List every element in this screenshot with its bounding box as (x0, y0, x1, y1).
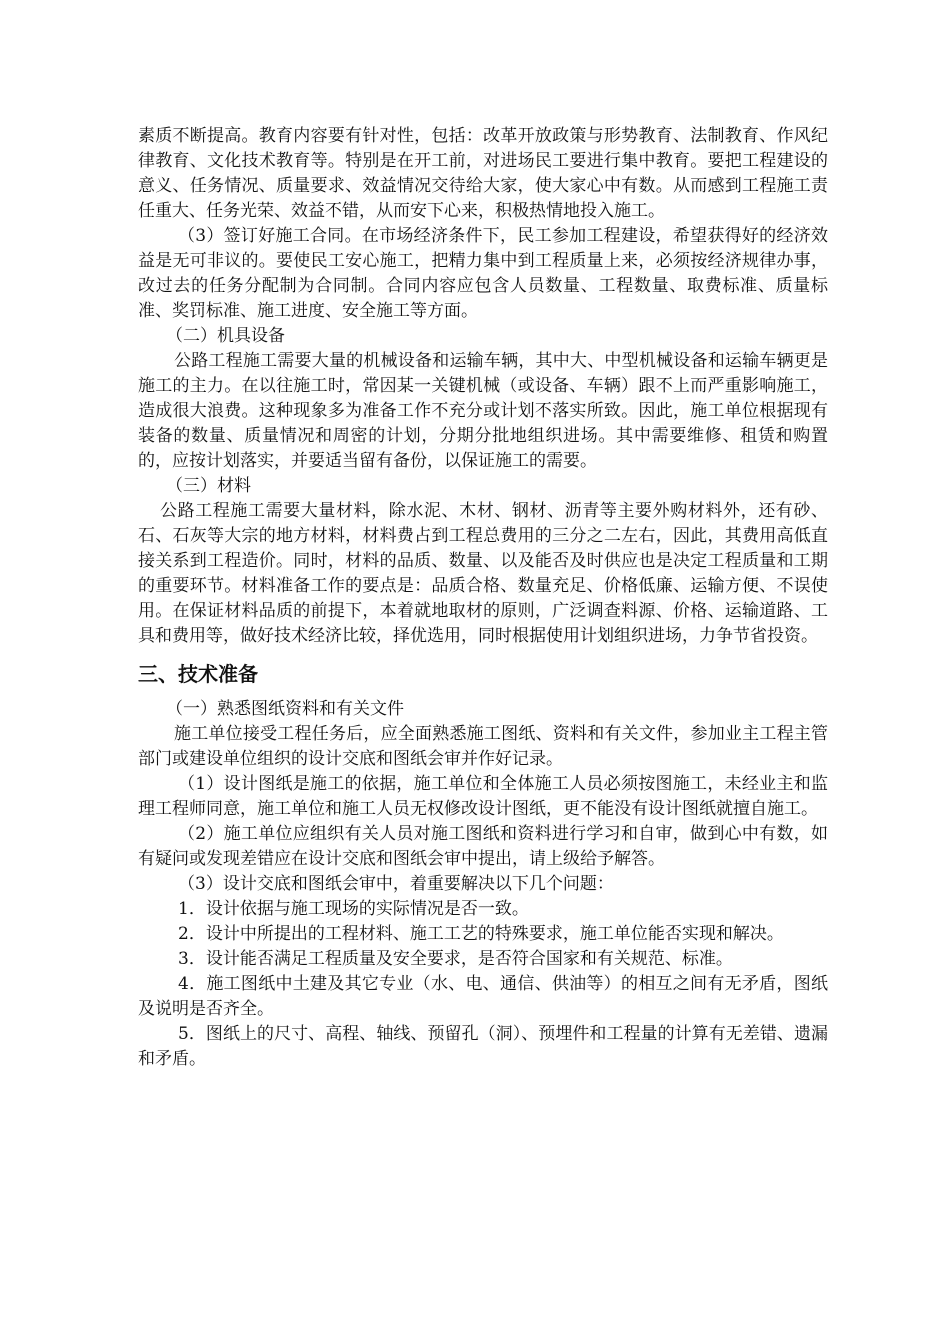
paragraph-education: 素质不断提高。教育内容要有针对性，包括：改革开放政策与形势教育、法制教育、作风纪律教育、文化技术教育等。特别是在开工前，对进场民工要进行集中教育。要把工程建设的意义、任务情况、质量要求、效益情况交待给大家，使大家心中有数。从而感到工程施工责任重大、任务光荣、效益不错，从而安下心来，积极热情地投入施工。 (138, 126, 828, 221)
paragraph-drawings-intro: 施工单位接受工程任务后，应全面熟悉施工图纸、资料和有关文件，参加业主工程主管部门或建设单位组织的设计交底和图纸会审并作好记录。 (138, 724, 828, 769)
paragraph-item-1: （1）设计图纸是施工的依据，施工单位和全体施工人员必须按图施工，未经业主和监理工程师同意，施工单位和施工人员无权修改设计图纸，更不能没有设计图纸就擅自施工。 (138, 774, 828, 819)
paragraph-equipment: 公路工程施工需要大量的机械设备和运输车辆，其中大、中型机械设备和运输车辆更是施工的主力。在以往施工时，常因某一关键机械（或设备、车辆）跟不上而严重影响施工，造成很大浪费。这种现象多为准备工作不充分或计划不落实所致。因此，施工单位根据现有装备的数量、质量情况和周密的计划，分期分批地组织进场。其中需要维修、租赁和购置的，应按计划落实，并要适当留有备份，以保证施工的需要。 (138, 351, 828, 471)
paragraph-materials: 公路工程施工需要大量材料，除水泥、木材、钢材、沥青等主要外购材料外，还有砂、石、石灰等大宗的地方材料，材料费占到工程总费用的三分之二左右，因此，其费用高低直接关系到工程造价。同时，材料的品质、数量、以及能否及时供应也是决定工程质量和工期的重要环节。材料准备工作的要点是：品质合格、数量充足、价格低廉、运输方便、不误使用。在保证材料品质的前提下，本着就地取材的原则，广泛调查料源、价格、运输道路、工具和费用等，做好技术经济比较，择优选用，同时根据使用计划组织进场，力争节省投资。 (138, 501, 828, 646)
section-heading-technical-preparation: 三、技术准备 (138, 662, 258, 686)
subheading-equipment: （二）机具设备 (166, 326, 285, 346)
list-item: 5．图纸上的尺寸、高程、轴线、预留孔（洞）、预埋件和工程量的计算有无差错、遗漏和矛盾。 (138, 1024, 828, 1069)
subheading-materials: （三）材料 (166, 476, 251, 496)
list-item: 4．施工图纸中土建及其它专业（水、电、通信、供油等）的相互之间有无矛盾，图纸及说明是否齐全。 (138, 974, 828, 1019)
list-item: 1．设计依据与施工现场的实际情况是否一致。 (178, 899, 529, 919)
paragraph-item-2: （2）施工单位应组织有关人员对施工图纸和资料进行学习和自审，做到心中有数，如有疑问或发现差错应在设计交底和图纸会审中提出，请上级给予解答。 (138, 824, 828, 869)
list-item: 3．设计能否满足工程质量及安全要求，是否符合国家和有关规范、标准。 (178, 949, 733, 969)
paragraph-contract: （3）签订好施工合同。在市场经济条件下，民工参加工程建设，希望获得好的经济效益是无可非议的。要使民工安心施工，把精力集中到工程质量上来，必须按经济规律办事，改过去的任务分配制为合同制。合同内容应包含人员数量、工程数量、取费标准、质量标准、奖罚标准、施工进度、安全施工等方面。 (138, 226, 828, 321)
list-item: 2．设计中所提出的工程材料、施工工艺的特殊要求，施工单位能否实现和解决。 (178, 924, 784, 944)
paragraph-item-3: （3）设计交底和图纸会审中，着重要解决以下几个问题： (178, 874, 614, 894)
subheading-drawings: （一）熟悉图纸资料和有关文件 (166, 699, 404, 719)
document-page (138, 124, 828, 1072)
